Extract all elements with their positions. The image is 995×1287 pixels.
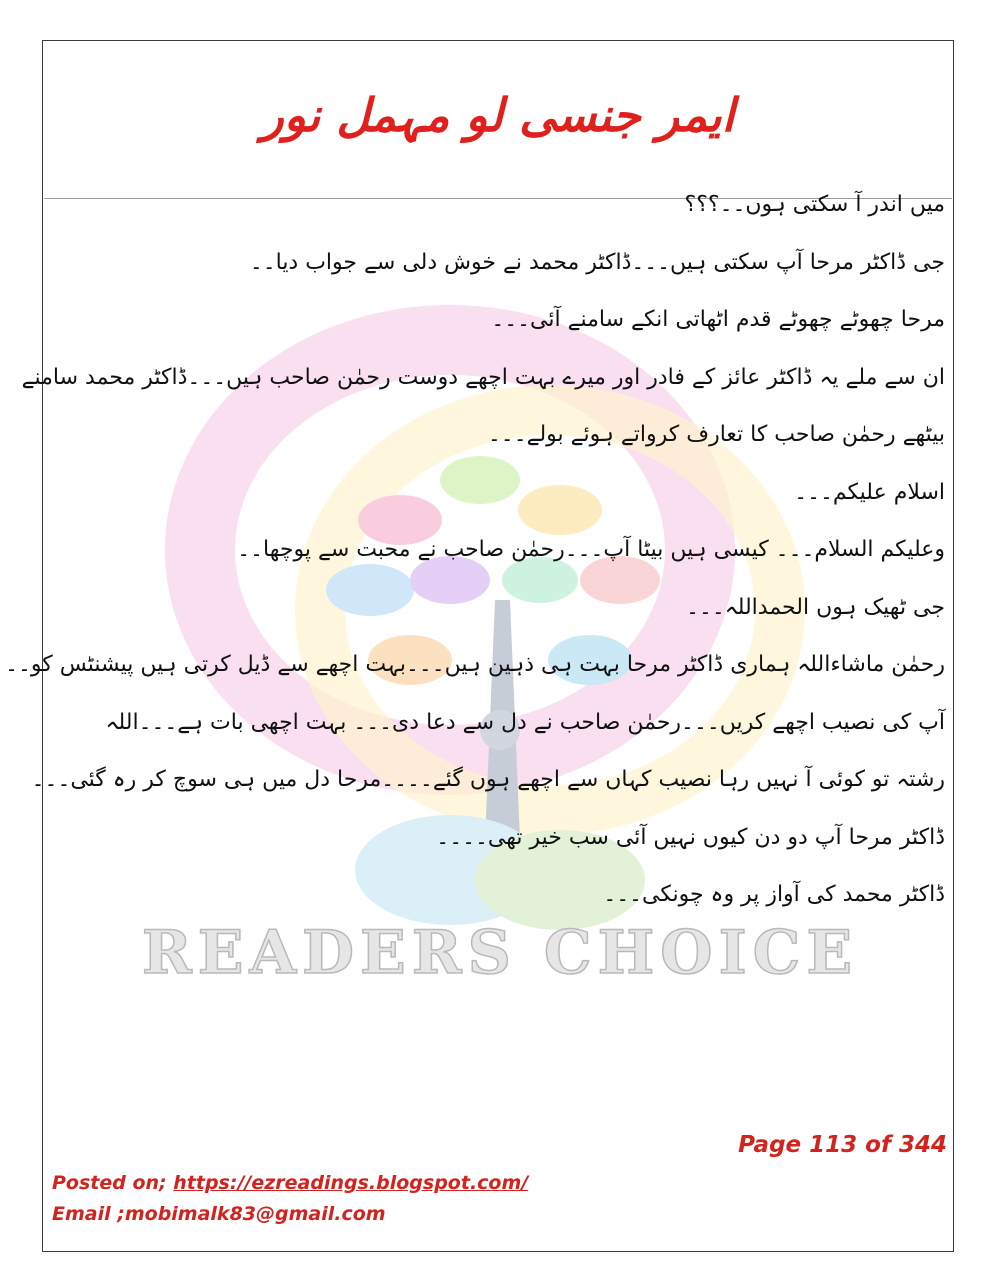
story-line: بیٹھے رحمٰن صاحب کا تعارف کرواتے ہوئے بولے۔۔۔ <box>487 422 945 447</box>
story-line: جی ڈاکٹر مرحا آپ سکتی ہیں۔۔۔ڈاکٹر محمد نے خوش دلی سے جواب دیا۔۔ <box>249 249 945 275</box>
story-line: رشتہ تو کوئی آ نہیں رہا نصیب کہاں سے اچھے ہوں گئے۔۔۔۔مرحا دل میں ہی سوچ کر رہ گئی۔۔۔ <box>31 767 945 792</box>
page-title: ایمر جنسی لو مہمل نور <box>261 88 735 142</box>
posted-prefix: Posted on; <box>52 1172 174 1194</box>
blog-link[interactable]: https://ezreadings.blogspot.com/ <box>173 1172 529 1194</box>
story-line: ڈاکٹر محمد کی آواز پر وہ چونکی۔۔۔ <box>603 882 945 907</box>
page-number: Page 113 of 344 <box>738 1132 947 1158</box>
story-line: رحمٰن ماشاءاللہ ہماری ڈاکٹر مرحا بہت ہی ذہین ہیں۔۔۔بہت اچھے سے ڈیل کرتی ہیں پیشنٹس کو۔۔ <box>5 652 945 677</box>
story-line: میں اندر آ سکتی ہوں۔۔؟؟؟ <box>684 192 945 217</box>
story-line: مرحا چھوٹے چھوٹے قدم اٹھاتی انکے سامنے آئی۔۔۔ <box>491 307 945 332</box>
story-line: آپ کی نصیب اچھے کریں۔۔۔رحمٰن صاحب نے دل سے دعا دی۔۔۔ بہت اچھی بات ہے۔۔۔اللہ <box>105 709 945 735</box>
posted-on-line <box>52 1172 528 1194</box>
story-line: جی ٹھیک ہوں الحمداللہ۔۔۔ <box>686 594 945 620</box>
story-text <box>5 176 945 924</box>
story-line: ڈاکٹر مرحا آپ دو دن کیوں نہیں آئی سب خیر تھی۔۔۔۔ <box>436 824 945 850</box>
readers-choice-watermark: READERS CHOICE <box>141 918 859 988</box>
email-line: Email ;mobimalk83@gmail.com <box>52 1203 386 1225</box>
story-line: وعلیکم السلام۔۔۔ کیسی ہیں بیٹا آپ۔۔۔رحمٰن صاحب نے محبت سے پوچھا۔۔ <box>237 537 945 562</box>
story-line: ان سے ملے یہ ڈاکٹر عائز کے فادر اور میرے بہت اچھے دوست رحمٰن صاحب ہیں۔۔۔ڈاکٹر محمد سامنے <box>21 364 945 390</box>
story-line: اسلام علیکم۔۔۔ <box>794 479 945 505</box>
